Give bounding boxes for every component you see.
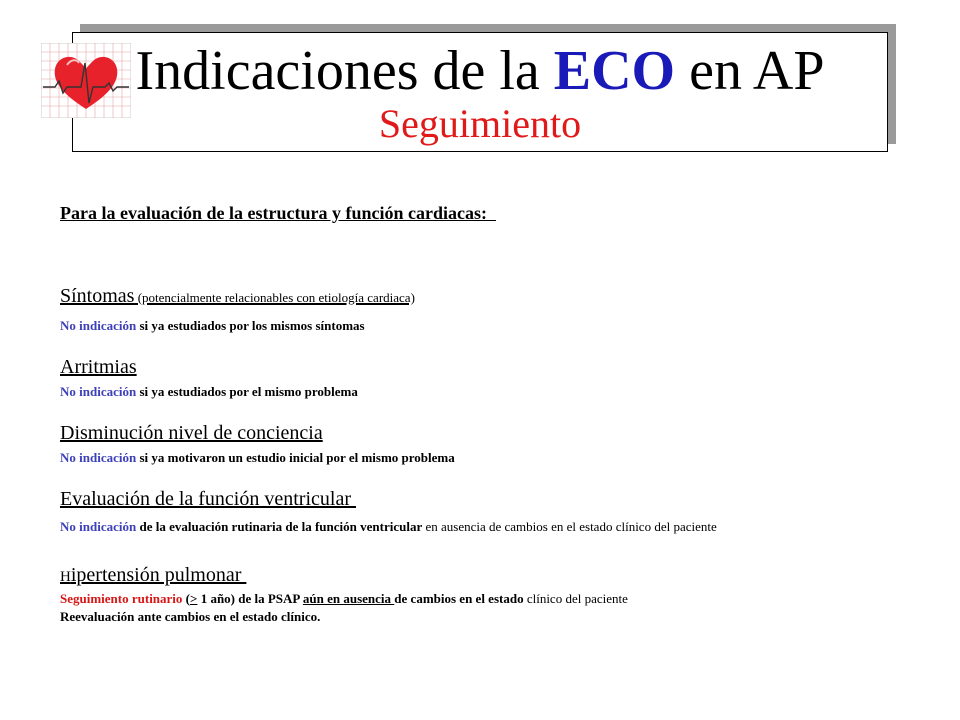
title-part1: Indicaciones de la [135,40,554,102]
section-ventricular-title: Evaluación de la función ventricular [60,488,356,510]
section-arritmias-text [60,384,358,400]
arritmias-detail: si ya estudiados por el mismo problema [136,384,358,399]
arritmias-no-indicacion: No indicación [60,384,137,399]
hipertension-p3: de cambios en el estado [394,591,524,606]
page-title [73,39,887,103]
title-eco: ECO [553,40,676,102]
hipertension-ge: > [190,591,198,606]
ventricular-detail-rest: en ausencia de cambios en el estado clínico del paciente [422,519,717,534]
section-conciencia-text [60,450,455,466]
hipertension-reevaluacion: Reevaluación ante cambios en el estado clínico. [60,609,321,624]
sintomas-title-text: Síntomas [60,285,135,307]
section-arritmias-title: Arritmias [60,356,137,378]
section-sintomas-text [60,318,365,334]
sintomas-detail: si ya estudiados por los mismos síntomas [136,318,365,333]
ventricular-detail-bold: de la evaluación rutinaria de la función ventricular [136,519,423,534]
hipertension-seguimiento: Seguimiento rutinario [60,591,183,606]
heart-ecg-icon [41,43,131,118]
hipertension-title-rest: ipertensión pulmonar [70,564,247,586]
hipertension-title-initial: H [60,569,71,585]
hipertension-aun: aún en ausencia [302,591,395,606]
hipertension-p4: clínico del paciente [523,591,628,606]
section-ventricular-text [60,519,717,535]
title-box [72,32,888,152]
title-part2: en AP [675,40,825,102]
section-hipertension-text [60,591,628,607]
page-subtitle: Seguimiento [378,101,582,146]
section-hipertension-title [60,564,246,587]
hipertension-p2: 1 año) de la PSAP [197,591,303,606]
ventricular-no-indicacion: No indicación [60,519,137,534]
conciencia-no-indicacion: No indicación [60,450,137,465]
conciencia-detail: si ya motivaron un estudio inicial por el mismo problema [136,450,455,465]
section-conciencia-title: Disminución nivel de conciencia [60,422,323,444]
intro-heading: Para la evaluación de la estructura y función cardiacas: [60,203,496,223]
hipertension-p1: ( [182,591,191,606]
sintomas-no-indicacion: No indicación [60,318,137,333]
section-sintomas-title [60,285,415,308]
sintomas-note: (potencialmente relacionables con etiología cardiaca) [134,290,415,305]
